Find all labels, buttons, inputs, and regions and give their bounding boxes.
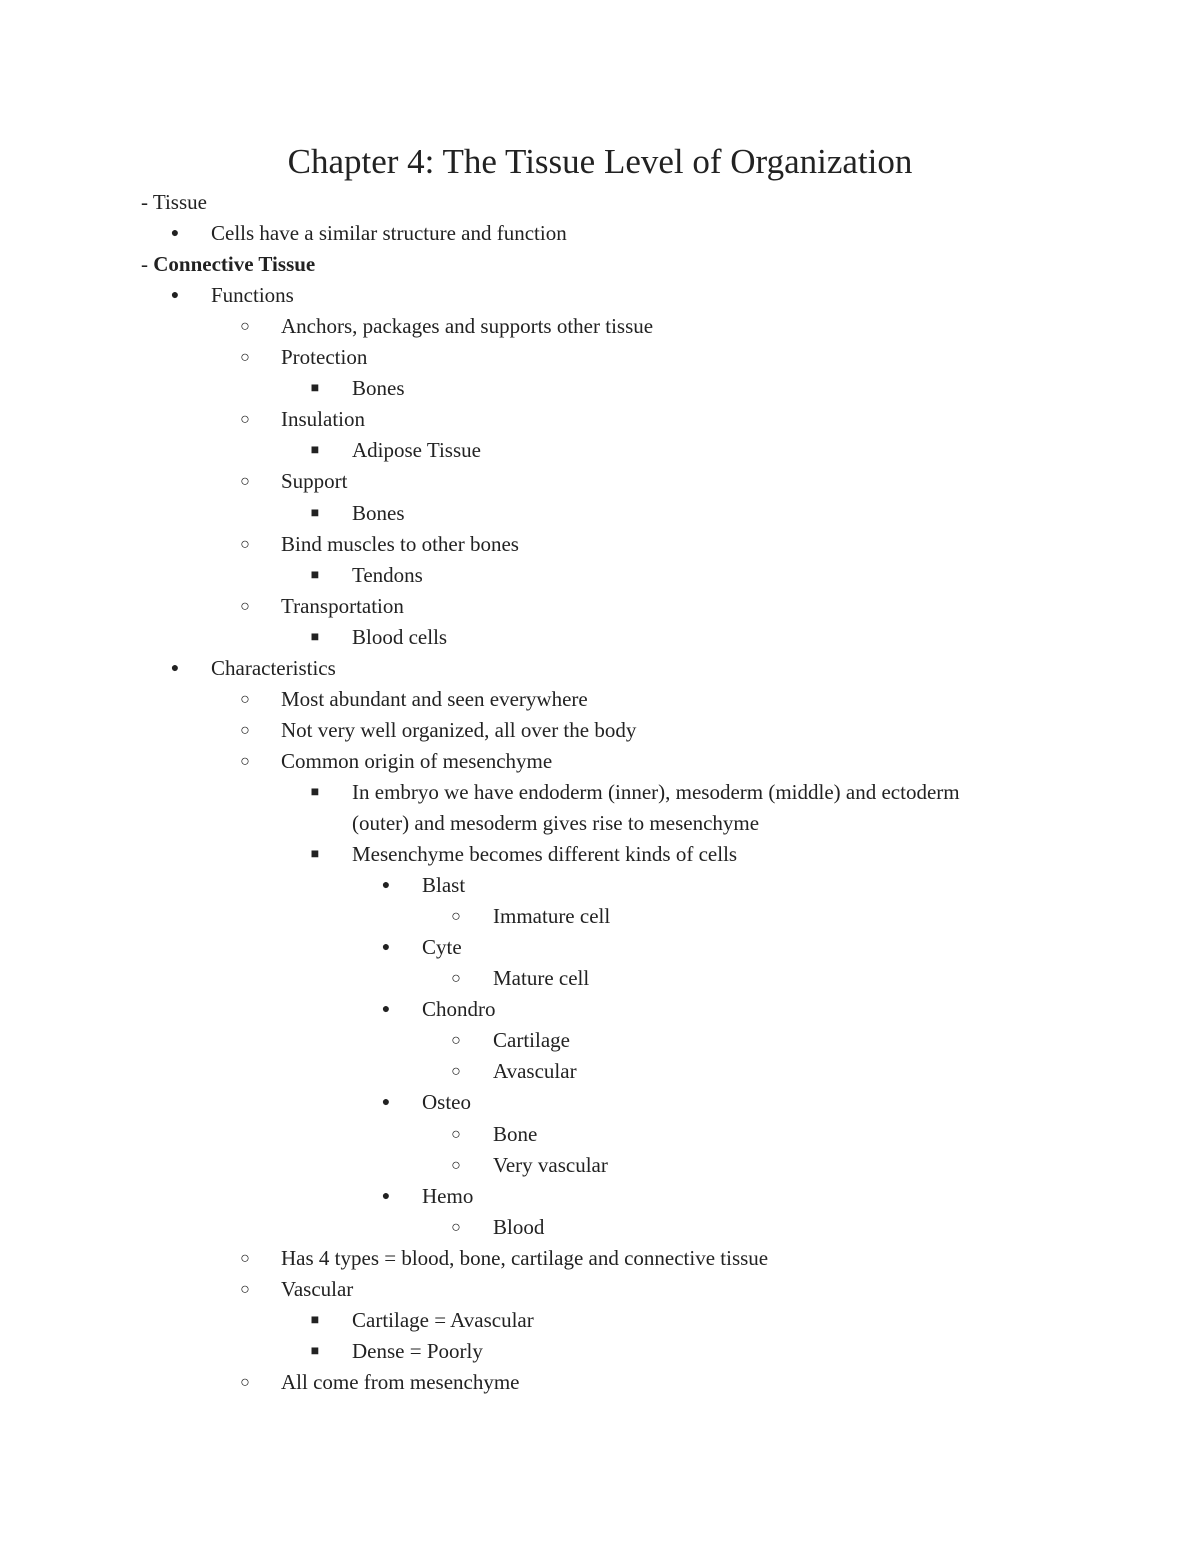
- bullet-disc-icon: ●: [170, 226, 180, 242]
- outline-item: [0, 466, 1200, 497]
- outline-item: [0, 1056, 1200, 1087]
- outline-item: [0, 901, 1200, 932]
- outline-item: [0, 560, 1200, 591]
- bullet-square-icon: ■: [310, 381, 320, 397]
- bullet-square-icon: ■: [310, 505, 320, 521]
- outline-item: [0, 932, 1200, 963]
- bullet-circle-icon: ○: [240, 721, 250, 739]
- outline-item: [0, 435, 1200, 466]
- outline-item-text: Transportation: [281, 593, 404, 618]
- section-heading-text: Connective Tissue: [153, 252, 316, 277]
- bullet-square-icon: ■: [310, 1343, 320, 1359]
- outline-item-text: Bind muscles to other bones: [281, 531, 519, 556]
- outline-item-text: Blood: [493, 1214, 545, 1239]
- outline-item-text: Blood cells: [352, 624, 448, 649]
- dash-marker: -: [141, 252, 154, 277]
- outline-item: [0, 839, 1200, 870]
- outline-item-text: (outer) and mesoderm gives rise to mesenchyme: [352, 811, 760, 835]
- bullet-circle-icon: ○: [240, 597, 250, 615]
- bullet-circle-icon: ○: [240, 473, 250, 491]
- outline-item: [0, 280, 1200, 311]
- section-heading-text: Tissue: [152, 190, 207, 214]
- bullet-disc-icon: ●: [170, 660, 180, 676]
- page-title: Chapter 4: The Tissue Level of Organization: [287, 142, 913, 181]
- outline-item-text: All come from mesenchyme: [281, 1369, 520, 1394]
- bullet-disc-icon: ●: [381, 1002, 391, 1018]
- outline-item: [0, 1305, 1200, 1336]
- bullet-square-icon: ■: [310, 443, 320, 459]
- outline-item-text: Immature cell: [493, 904, 611, 929]
- outline-item-text: Vascular: [281, 1276, 354, 1301]
- bullet-circle-icon: ○: [451, 1218, 461, 1236]
- outline-item: [0, 994, 1200, 1025]
- outline-item-text: Functions: [211, 283, 294, 308]
- outline-item: [0, 1087, 1200, 1118]
- bullet-circle-icon: ○: [240, 411, 250, 429]
- bullet-square-icon: ■: [310, 1312, 320, 1328]
- bullet-circle-icon: ○: [240, 1373, 250, 1391]
- bullet-circle-icon: ○: [451, 1125, 461, 1143]
- outline-item-text: Mesenchyme becomes different kinds of cells: [352, 842, 738, 867]
- bullet-circle-icon: ○: [451, 908, 461, 926]
- outline-item: [0, 777, 1200, 808]
- outline-item-text: Dense = Poorly: [352, 1338, 483, 1363]
- section-heading: [141, 187, 207, 218]
- bullet-circle-icon: ○: [240, 1280, 250, 1298]
- outline-item-text: Cartilage = Avascular: [352, 1307, 534, 1332]
- outline-item-text: Support: [281, 469, 348, 494]
- outline-item-text: In embryo we have endoderm (inner), mesoderm (middle) and ectoderm: [352, 779, 960, 804]
- outline-item-text: Hemo: [422, 1183, 474, 1208]
- outline-item-text: Common origin of mesenchyme: [281, 748, 553, 773]
- outline-item: [0, 746, 1200, 777]
- outline-item: [0, 591, 1200, 622]
- outline-item-text: Osteo: [422, 1090, 471, 1115]
- outline-item: [0, 1025, 1200, 1056]
- outline-item-text: Adipose Tissue: [352, 438, 481, 463]
- bullet-circle-icon: ○: [240, 752, 250, 770]
- outline-item-text: Has 4 types = blood, bone, cartilage and connective tissue: [281, 1245, 769, 1270]
- outline-item: [0, 373, 1200, 404]
- bullet-square-icon: ■: [310, 847, 320, 863]
- outline-item-text: Characteristics: [211, 655, 336, 680]
- outline-item: [0, 653, 1200, 684]
- bullet-square-icon: ■: [310, 629, 320, 645]
- outline-item: [0, 715, 1200, 746]
- bullet-disc-icon: ●: [381, 1095, 391, 1111]
- outline-item-text: Very vascular: [493, 1152, 608, 1177]
- outline-item-text: Bone: [493, 1121, 538, 1146]
- outline-item-text: Cyte: [422, 935, 462, 960]
- bullet-disc-icon: ●: [381, 1188, 391, 1204]
- outline-item-text: Cartilage: [493, 1028, 570, 1053]
- bullet-disc-icon: ●: [170, 288, 180, 304]
- outline-item-text: Bones: [352, 500, 405, 525]
- bullet-square-icon: ■: [310, 784, 320, 800]
- section-heading: [141, 249, 315, 280]
- outline-item: [0, 808, 1200, 839]
- bullet-square-icon: ■: [310, 567, 320, 583]
- outline-item: [0, 963, 1200, 994]
- bullet-circle-icon: ○: [240, 535, 250, 553]
- outline-item-text: Protection: [281, 345, 368, 370]
- outline-item: [0, 404, 1200, 435]
- dash-marker: -: [141, 190, 153, 214]
- bullet-circle-icon: ○: [240, 349, 250, 367]
- bullet-circle-icon: ○: [451, 1063, 461, 1081]
- bullet-circle-icon: ○: [240, 1249, 250, 1267]
- outline-item: [0, 1367, 1200, 1398]
- outline-item: [0, 870, 1200, 901]
- bullet-disc-icon: ●: [381, 878, 391, 894]
- outline-item-text: Chondro: [422, 997, 496, 1022]
- outline-item-text: Bones: [352, 376, 405, 401]
- outline-item: [0, 342, 1200, 373]
- outline-item: [0, 1119, 1200, 1150]
- outline-item-text: Blast: [422, 873, 466, 898]
- outline-item-text: Mature cell: [493, 966, 590, 991]
- outline-item: [0, 249, 1200, 280]
- bullet-circle-icon: ○: [240, 690, 250, 708]
- outline-item: [0, 311, 1200, 342]
- outline-item: [0, 622, 1200, 653]
- outline-item: [0, 1181, 1200, 1212]
- bullet-circle-icon: ○: [451, 1032, 461, 1050]
- outline-item: [0, 187, 1200, 218]
- outline-item-text: Not very well organized, all over the body: [281, 717, 637, 742]
- bullet-circle-icon: ○: [451, 1156, 461, 1174]
- outline-item: [0, 498, 1200, 529]
- outline-item: [0, 218, 1200, 249]
- outline-item-text: Cells have a similar structure and function: [211, 221, 567, 246]
- bullet-disc-icon: ●: [381, 940, 391, 956]
- outline-item: [0, 529, 1200, 560]
- outline-item-text: Insulation: [281, 407, 365, 432]
- outline-item-text: Most abundant and seen everywhere: [281, 686, 588, 711]
- outline-item: [0, 1212, 1200, 1243]
- outline-item: [0, 1243, 1200, 1274]
- outline-item-text: Tendons: [352, 562, 423, 587]
- outline-item-text: Avascular: [493, 1059, 577, 1084]
- bullet-circle-icon: ○: [451, 970, 461, 988]
- bullet-circle-icon: ○: [240, 318, 250, 336]
- outline-item: [0, 1150, 1200, 1181]
- outline-item: [0, 684, 1200, 715]
- outline-item: [0, 1336, 1200, 1367]
- outline-item: [0, 1274, 1200, 1305]
- outline-item-text: Anchors, packages and supports other tissue: [281, 314, 654, 339]
